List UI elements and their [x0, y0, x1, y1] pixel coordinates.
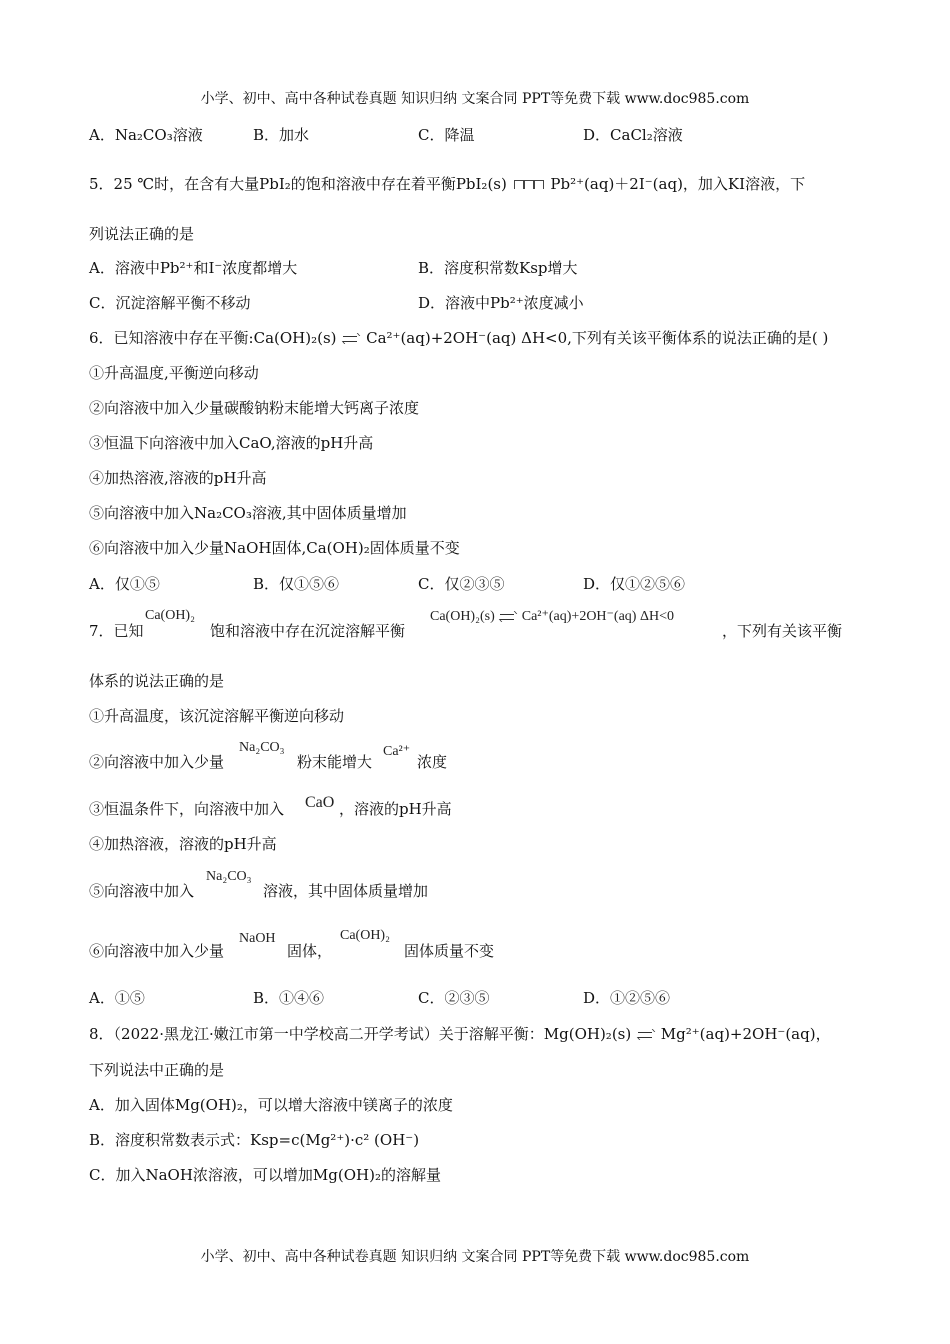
- q5-option-b: B．溶度积常数Ksp增大: [418, 259, 578, 277]
- q7-option-a: A．①⑤: [89, 989, 145, 1007]
- q7-formula-equilibrium: [430, 608, 674, 625]
- q7-statement-6c: 固体质量不变: [404, 942, 495, 960]
- q7-statement-6a: ⑥向溶液中加入少量: [89, 942, 225, 960]
- q6-option-d: D．仅①②⑤⑥: [583, 575, 686, 593]
- q5-stem-line2: 列说法正确的是: [89, 225, 195, 243]
- q7-option-d: D．①②⑤⑥: [583, 989, 671, 1007]
- q8-stem-post: Mg²⁺(aq)+2OH⁻(aq)，: [660, 1025, 831, 1043]
- q7-stem-line2: 体系的说法正确的是: [89, 672, 225, 690]
- q8-stem-line2: 下列说法中正确的是: [89, 1061, 225, 1079]
- q6-option-b: B．仅①⑤⑥: [253, 575, 340, 593]
- page-header: 小学、初中、高中各种试卷真题 知识归纳 文案合同 PPT等免费下载 www.doc985.com: [200, 91, 750, 107]
- q7-s2-formula-ca-ion: Ca²⁺: [383, 744, 411, 759]
- q4-option-c: C．降温: [418, 126, 475, 144]
- q7-statement-1: ①升高温度，该沉淀溶解平衡逆向移动: [89, 707, 345, 725]
- page-footer: 小学、初中、高中各种试卷真题 知识归纳 文案合同 PPT等免费下载 www.doc985.com: [200, 1249, 750, 1265]
- q7-option-c: C．②③⑤: [418, 989, 490, 1007]
- q4-option-a: A．Na₂CO₃溶液: [89, 126, 203, 144]
- q7-statement-2a: ②向溶液中加入少量: [89, 753, 225, 771]
- q7-s6-formula-naoh: NaOH: [239, 931, 276, 946]
- q5-stem-post: Pb²⁺(aq)＋2I⁻(aq)，加入KI溶液，下: [550, 175, 806, 193]
- equilibrium-arrow-icon: [498, 611, 518, 623]
- q7-s5-formula-na2co3: Na₂CO₃: [206, 869, 252, 884]
- q8-stem-pre: 8．（2022·黑龙江·嫩江市第一中学校高二开学考试）关于溶解平衡：Mg(OH)₂(s): [89, 1025, 632, 1043]
- q8-option-c: C．加入NaOH浓溶液，可以增加Mg(OH)₂的溶解量: [89, 1166, 441, 1184]
- q8-stem-line1: [89, 1023, 831, 1045]
- q6-stem-pre: 6．已知溶液中存在平衡:Ca(OH)₂(s): [89, 329, 337, 347]
- q6-statement-4: ④加热溶液,溶液的pH升高: [89, 469, 267, 487]
- q8-option-b: B．溶度积常数表示式：Ksp=c(Mg²⁺)·c² (OH⁻): [89, 1131, 420, 1149]
- q4-option-b: B．加水: [253, 126, 310, 144]
- q4-option-d: D．CaCl₂溶液: [583, 126, 683, 144]
- q7-statement-6b: 固体，: [287, 942, 333, 960]
- q6-statement-1: ①升高温度,平衡逆向移动: [89, 364, 259, 382]
- q7-stem-a: 7．已知: [89, 622, 144, 640]
- q7-statement-4: ④加热溶液，溶液的pH升高: [89, 835, 277, 853]
- q5-stem-line1: [89, 173, 805, 195]
- q6-statement-5: ⑤向溶液中加入Na₂CO₃溶液,其中固体质量增加: [89, 504, 407, 522]
- q5-stem-pre: 5．25 ℃时，在含有大量PbI₂的饱和溶液中存在着平衡PbI₂(s): [89, 175, 507, 193]
- equilibrium-arrow-icon: [512, 178, 546, 192]
- q6-stem: [89, 327, 828, 349]
- q8-option-a: A．加入固体Mg(OH)₂，可以增大溶液中镁离子的浓度: [89, 1096, 453, 1114]
- q7-statement-2b: 粉末能增大: [297, 753, 373, 771]
- q6-statement-3: ③恒温下向溶液中加入CaO,溶液的pH升高: [89, 434, 374, 452]
- q7-formula-caoh2: Ca(OH)₂: [145, 608, 195, 623]
- q5-option-a: A．溶液中Pb²⁺和I⁻浓度都增大: [89, 259, 298, 277]
- q5-option-c: C．沉淀溶解平衡不移动: [89, 294, 251, 312]
- q7-stem-c: ，下列有关该平衡: [722, 622, 843, 640]
- q7-option-b: B．①④⑥: [253, 989, 325, 1007]
- q6-option-a: A．仅①⑤: [89, 575, 160, 593]
- q6-option-c: C．仅②③⑤: [418, 575, 505, 593]
- q7-eq-right: Ca²⁺(aq)+2OH⁻(aq) ΔH<0: [521, 609, 674, 624]
- q7-eq-left: Ca(OH)₂(s): [430, 609, 495, 624]
- q7-s2-formula-na2co3: Na₂CO₃: [239, 740, 285, 755]
- q6-statement-2: ②向溶液中加入少量碳酸钠粉末能增大钙离子浓度: [89, 399, 420, 417]
- q7-statement-2c: 浓度: [417, 753, 448, 771]
- equilibrium-arrow-icon: [341, 333, 361, 345]
- q6-statement-6: ⑥向溶液中加入少量NaOH固体,Ca(OH)₂固体质量不变: [89, 539, 460, 557]
- q7-stem-b: 饱和溶液中存在沉淀溶解平衡: [210, 622, 406, 640]
- equilibrium-arrow-icon: [636, 1029, 656, 1041]
- q7-statement-5a: ⑤向溶液中加入: [89, 882, 195, 900]
- q7-statement-3b: ，溶液的pH升高: [339, 800, 452, 818]
- q7-statement-5b: 溶液，其中固体质量增加: [263, 882, 429, 900]
- q5-option-d: D．溶液中Pb²⁺浓度减小: [418, 294, 584, 312]
- q6-stem-post: Ca²⁺(aq)+2OH⁻(aq) ΔH<0,下列有关该平衡体系的说法正确的是( ): [366, 329, 829, 347]
- q7-statement-3a: ③恒温条件下，向溶液中加入: [89, 800, 285, 818]
- q7-s6-formula-caoh2: Ca(OH)₂: [340, 928, 390, 943]
- q7-s3-formula-cao: CaO: [305, 794, 335, 811]
